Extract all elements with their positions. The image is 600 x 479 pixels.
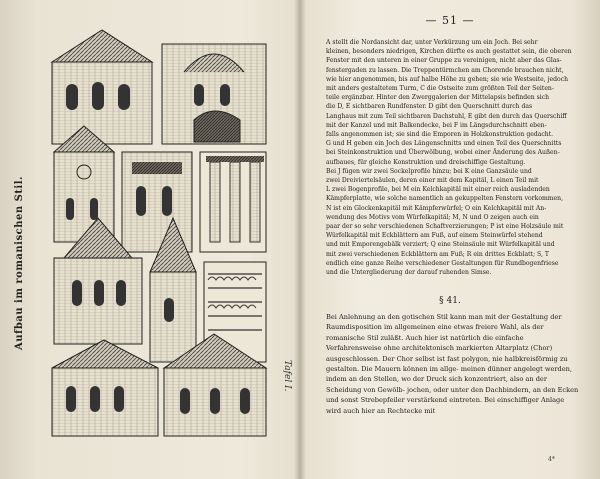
text-line: und mit Emporengebälk verziert; Q eine Steinsäule mit Würfelkapitäl und	[326, 241, 555, 249]
architectural-plate-illustration	[44, 22, 276, 442]
romanesque-elevations-drawing	[44, 22, 276, 442]
right-page	[300, 0, 600, 479]
text-line: mit anders gestaltetem Turm, C die Ostseite zum größten Teil der Seiten-	[326, 85, 554, 93]
text-line: jochen, oder unter den Dachbindern, an den Ecken und sonst	[326, 385, 579, 405]
text-line: zwei Dreiviertelsäulen, deren einer mit dem Kapitäl, L einen Teil mit	[326, 177, 539, 185]
text-line: endlich eine ganze Reihe verschiedener Gestaltungen für Rundbogenfriese	[326, 259, 559, 267]
text-line: meinen dünner angelegt werden, indem an den Stellen, wo der	[326, 365, 572, 384]
page-number: — 51 —	[425, 14, 475, 27]
plate-side-caption: Aufbau im romanischen Stil.	[14, 175, 25, 350]
text-line: wendung des Motivs vom Würfelkapitäl; M, N und O zeigen auch ein	[326, 213, 539, 221]
text-line: N ist ein Glockenkapitäl mit Kämpferwürfel; O ein Kelchkapitäl mit An-	[326, 204, 547, 212]
text-line: mit der Kanzel und mit Balkendecke, bei F im Längsdurchschnitt eben-	[326, 121, 547, 129]
body-text-lower	[326, 312, 580, 416]
text-line: Fenster mit den unteren in einer Gruppe zu vereinigen, nicht aber das Glas-	[326, 57, 562, 65]
text-line: einfache Verfahrensweise ohne architektonisch markierten Altarplatz	[326, 333, 529, 353]
text-line: Kämpferplatte, wie solche namentlich an gekuppelten Fenstern vorkommen,	[326, 195, 564, 203]
text-line: als der romanische Stil zuläßt. Auch hier ist natürlich die	[326, 323, 544, 342]
plate-label: Tafel I.	[282, 360, 292, 392]
text-line: Langhaus mit zum Teil sichtbaren Dachstuhl, E gibt den durch das Querschiff	[326, 112, 567, 120]
text-line: L zwei Bogenprofile, bei M ein Kelchkapitäl mit einer reich ausladenden	[326, 186, 550, 194]
text-line: und die Untergliederung der darauf ruhenden Simse.	[326, 269, 492, 277]
text-line: die D, E sichtbaren Rundfenster. D gibt den Querschnitt durch das	[326, 103, 533, 111]
text-line: paar der so sehr verschiedenen Schaftverzierungen; P ist eine Holzsäule mit	[326, 223, 564, 231]
text-line: fenstergaden zu lassen. Die Treppentürmchen am Chorende brauchen nicht,	[326, 66, 564, 74]
text-line: Bei einschiffiger Anlage wird auch hier an Rechtecke mit	[326, 396, 565, 415]
text-line: halbkreisförmig zu gestalten. Die Mauern können im allge-	[326, 354, 568, 374]
text-line: falls angenommen ist; sie sind die Emporen in Holzkonstruktion gedacht.	[326, 131, 554, 139]
text-line: bei Steinkonstruktion und Überwölbung, wobei einer Änderung des Außen-	[326, 149, 560, 157]
text-line: A stellt die Nordansicht dar, unter Verkürzung um ein Joch. Bei sehr	[326, 39, 538, 46]
text-line: aufbaues, für gleiche Konstruktion und dreischiffige Gestaltung.	[326, 158, 526, 166]
text-line: mit zwei verschiedenen Eckblättern am Fuß; R ein drittes Eckblatt; S, T	[326, 250, 549, 258]
body-text-upper	[326, 38, 580, 277]
text-line: der Raumdisposition im allgemeinen eine etwas freiere Wahl,	[326, 313, 562, 332]
text-line: teile ergänzbar. Hinter den Zwerggalerien der Mittelapsis befinden sich	[326, 94, 550, 102]
text-line: Strebepfeiler verstärkend eintreten.	[360, 396, 483, 405]
text-line: Bei J fügen wir zwei Sockelprofile hinzu; bei K eine Ganzsäule und	[326, 167, 532, 175]
text-line: Druck sich konzentriert, also an der Scheidung von Gewölb-	[326, 375, 547, 394]
signature-mark: 4*	[548, 456, 555, 463]
text-line: kleinen, besonders niedrigen, Kirchen dürfte es auch gestattet sein, die oberen	[326, 48, 572, 56]
text-line: wie hier angenommen, bis auf halbe Höhe zu gehen; sie wie Westseite, jedoch	[326, 75, 569, 83]
text-line: Würfelkapitäl mit Eckblättern am Fuß, auf einem Steinwürfel stehend	[326, 232, 543, 240]
text-line: G und H geben ein Joch des Längenschnitts und einen Teil des Querschnitts	[326, 140, 562, 148]
text-line: (Chor) ausgeschlossen. Der Chor selbst ist fast polygon, nie	[326, 344, 553, 363]
section-heading: § 41.	[439, 296, 461, 306]
text-line: Bei Anlehnung an den gotischen Stil kann man mit der Gestaltung	[326, 313, 549, 321]
